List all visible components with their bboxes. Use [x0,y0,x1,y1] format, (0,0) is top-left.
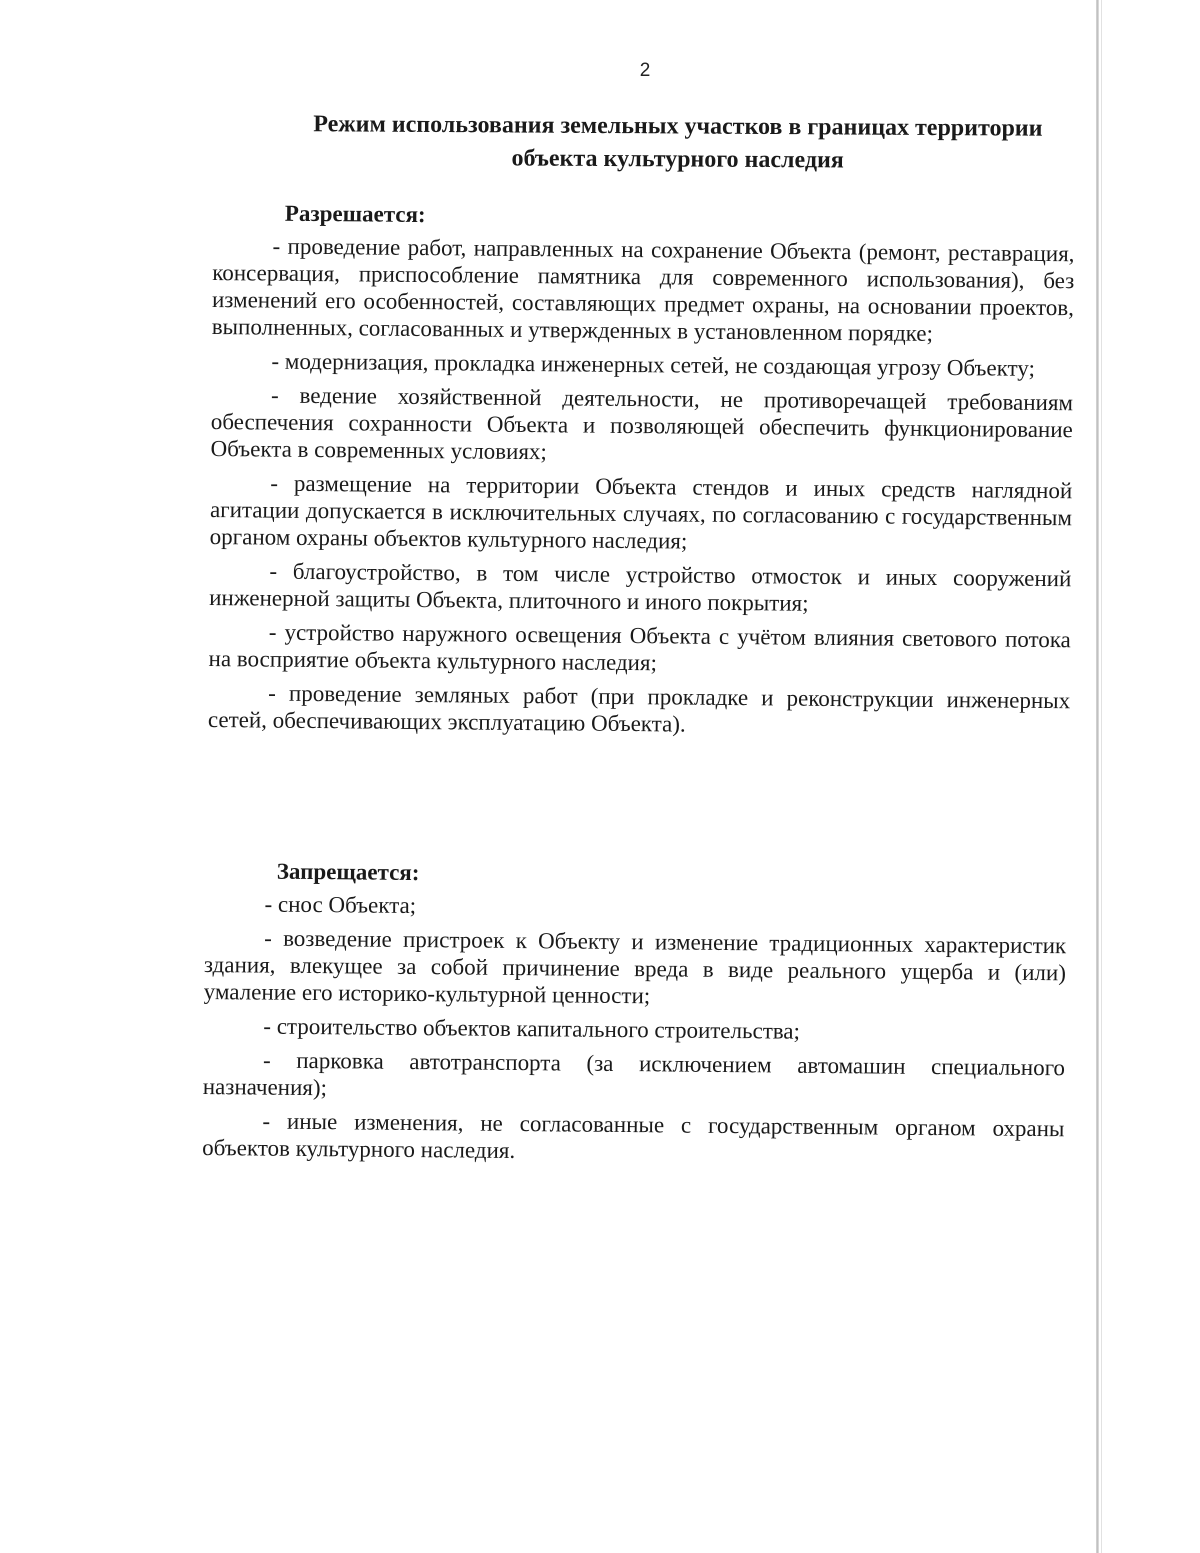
allowed-section [208,198,1075,748]
allowed-item: - устройство наружного освещения Объекта с учётом влияния светового потока на восприятие объекта культурного наследия; [208,619,1071,676]
allowed-item: - проведение работ, направленных на сохранение Объекта (ремонт, реставрация, консервация, приспособление памятника для современного использования), без изменений его особенностей, составляющих предмет охраны, на основании проектов, выполненных, согласованных и утвержденных в установленном порядке; [211,233,1075,346]
forbidden-item: - снос Объекта; [264,891,417,919]
scan-edge-line [1101,0,1102,1553]
allowed-item: - модернизация, прокладка инженерных сетей, не создающая угрозу Объекту; [271,348,1036,381]
forbidden-item: - строительство объектов капитального строительства; [263,1013,801,1044]
forbidden-item: - парковка автотранспорта (за исключением автомашин специального назначения); [202,1047,1066,1101]
allowed-item: - проведение земляных работ (при прокладке и реконструкции инженерных сетей, обеспечивающих эксплуатацию Объекта). [207,680,1071,737]
allowed-item: - благоустройство, в том числе устройство отмосток и иных сооружений инженерной защиты Объекта, плиточного и иного покрытия; [209,558,1072,616]
allowed-item: - размещение на территории Объекта стендов и иных средств наглядной агитации допускается в исключительных случаях, по согласованию с государственным органом охраны объектов культурного наследия; [209,470,1073,554]
page-number: 2 [639,60,651,81]
forbidden-item: - возведение пристроек к Объекту и изменение традиционных характеристик здания, влекущее за собой причинение вреда в виде реального ущерба и (или) умаление его историко-культурной ценности; [203,925,1067,1009]
forbidden-heading: Запрещается: [276,858,420,886]
allowed-heading: Разрешается: [284,200,426,228]
allowed-item: - ведение хозяйственной деятельности, не противоречащей требованиям обеспечения сохранности Объекта и позволяющей обеспечить функционирование Объекта в современных условиях; [210,382,1074,465]
scan-edge-shadow [1096,0,1099,1553]
forbidden-section [202,856,1067,1176]
forbidden-item: - иные изменения, не согласованные с государственным органом охраны объектов культурного наследия. [202,1108,1065,1163]
document-title: Режим использования земельных участков в границах территории объекта культурного наследия [313,111,1043,174]
